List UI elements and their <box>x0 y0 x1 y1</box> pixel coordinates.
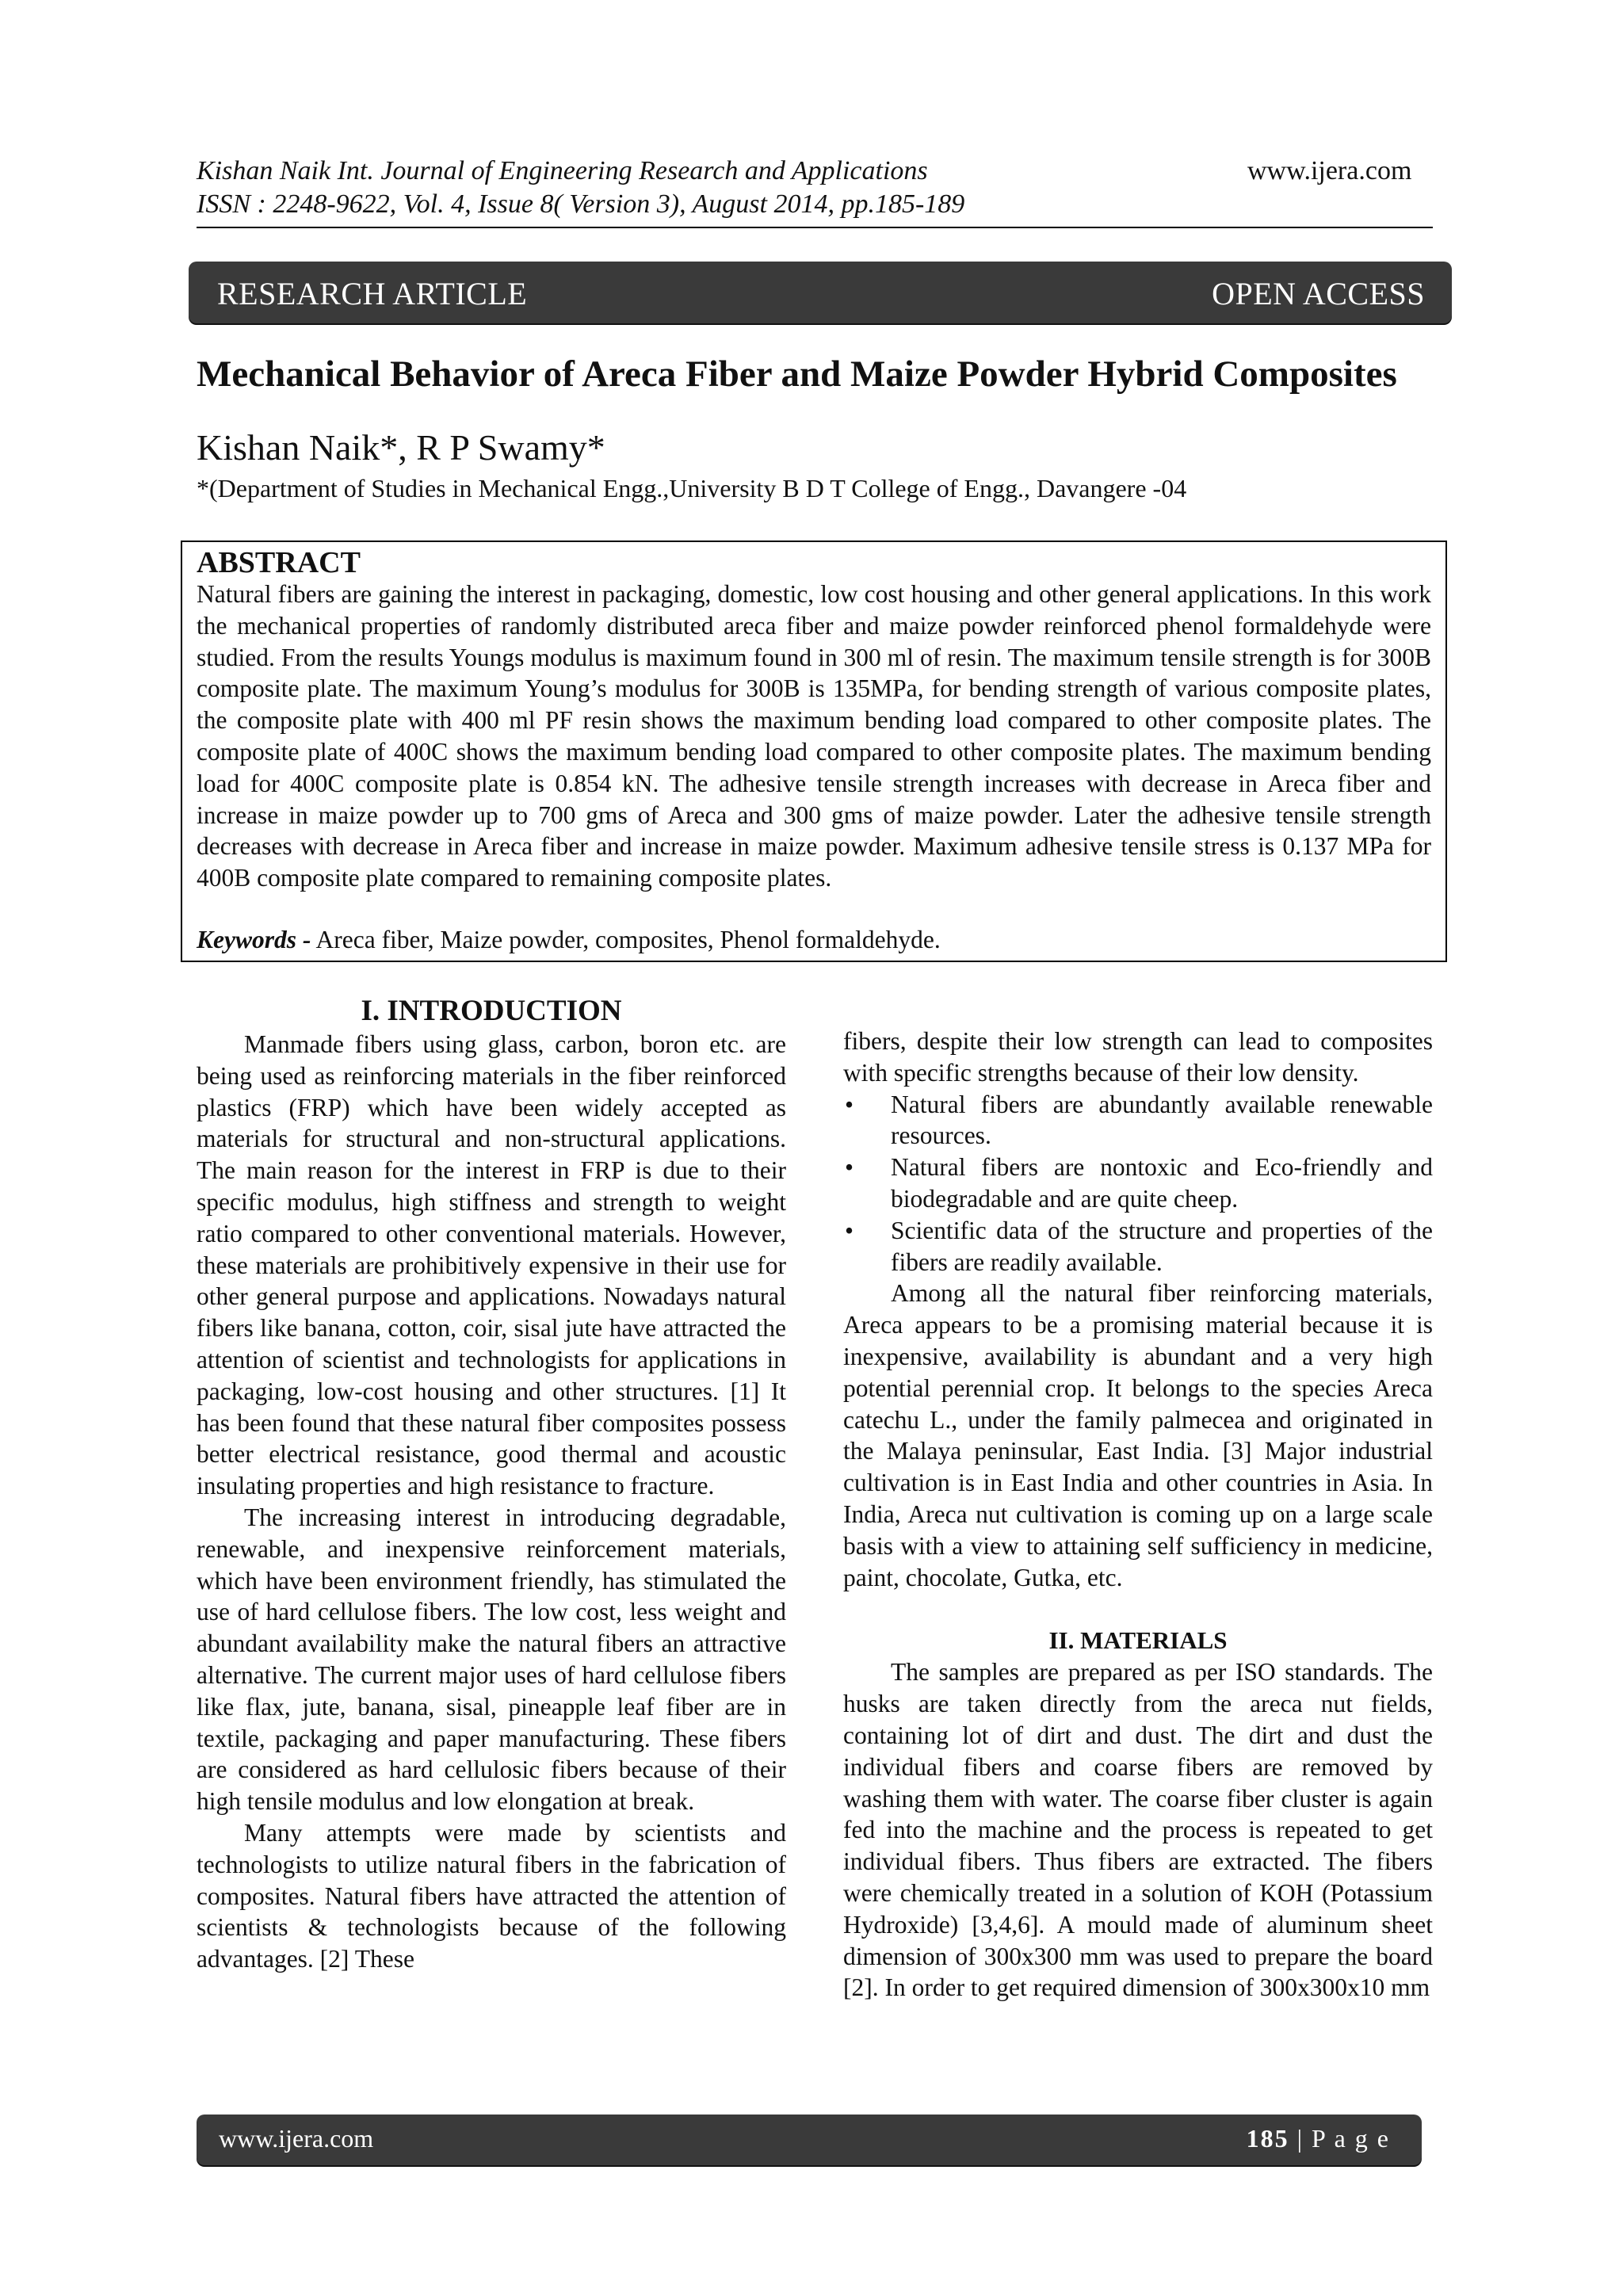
materials-heading: II. MATERIALS <box>1048 1626 1228 1655</box>
list-item: • Scientific data of the structure and properties of the fibers are readily available. <box>845 1216 1433 1276</box>
header-rule <box>197 227 1433 228</box>
paper-title: Mechanical Behavior of Areca Fiber and Maize Powder Hybrid Composites <box>197 353 1397 395</box>
issn-line: ISSN : 2248-9622, Vol. 4, Issue 8( Version 3), August 2014, pp.185-189 <box>197 189 965 219</box>
page-footer <box>197 2115 1422 2165</box>
page-number <box>1247 2124 1390 2153</box>
left-column <box>197 994 786 1975</box>
intro-paragraph-1: Manmade fibers using glass, carbon, boron etc. are being used as reinforcing materials in the fiber reinforced plastics (FRP) which have been widely accepted as materials for structural and non-structural applications. The main reason for the interest in FRP is due to their specific modulus, high stiffness and strength to weight ratio compared to other conventional materials. However, these materials are prohibitively expensive in their use for other general purpose and applications. Nowadays natural fibers like banana, cotton, coir, sisal jute have attracted the attention of scientist and technologists for applications in packaging, low-cost housing and other structures. [1] It has been found that these natural fiber composites possess better electrical resistance, good thermal and acoustic insulating properties and high resistance to fracture. <box>197 1030 786 1500</box>
abstract-heading: ABSTRACT <box>197 546 361 579</box>
abstract-text: Natural fibers are gaining the interest in packaging, domestic, low cost housing and other general applications. In this work the mechanical properties of randomly distributed areca fiber and maize powder reinforced phenol formaldehyde were studied. From the results Youngs modulus is maximum found in 300 ml of resin. The maximum tensile strength is for 300B composite plate. The maximum Young’s modulus for 300B is 135MPa, for bending strength of various composite plates, the composite plate with 400 ml PF resin shows the maximum bending load compared to other composite plates. The composite plate of 400C shows the maximum bending load compared to other composite plates. The maximum bending load for 400C composite plate is 0.854 kN. The adhesive tensile strength increases with decrease in Areca fiber and increase in maize powder up to 700 gms of Areca and 300 gms of maize powder. Later the adhesive tensile strength decreases with decrease in Areca fiber and increase in maize powder. Maximum adhesive tensile stress is 0.137 MPa for 400B composite plate compared to remaining composite plates. <box>197 580 1431 892</box>
page-label: | P a g e <box>1289 2124 1390 2153</box>
article-type-banner <box>189 262 1452 323</box>
intro-paragraph-5: Among all the natural fiber reinforcing materials, Areca appears to be a promising material because it is inexpensive, availability is abundant and a very high potential perennial crop. It belongs to the species Areca catechu L., under the family palmecea and originated in the Malaya peninsular, East India. [3] Major industrial cultivation is in East India and other countries in Asia. In India, Areca nut cultivation is coming up on a large scale basis with a view to attaining self sufficiency in medicine, paint, chocolate, Gutka, etc. <box>843 1279 1433 1591</box>
section-spacer <box>843 1593 1433 1625</box>
page-number-value: 185 <box>1246 2124 1289 2153</box>
keywords-text: Areca fiber, Maize powder, composites, Phenol formaldehyde. <box>311 926 941 953</box>
intro-paragraph-3: Many attempts were made by scientists and technologists to utilize natural fibers in the fabrication of composites. Natural fibers have attracted the attention of scientists & technologists because of the following advantages. [2] These <box>197 1818 786 1973</box>
bullet-icon: • <box>845 1216 854 1244</box>
advantages-list <box>843 1089 1433 1278</box>
research-article-label: RESEARCH ARTICLE <box>217 276 528 311</box>
list-item: • Natural fibers are abundantly available renewable resources. <box>845 1090 1433 1150</box>
intro-paragraph-4: fibers, despite their low strength can lead to composites with specific strengths because of their low density. <box>843 1027 1433 1087</box>
keywords <box>197 924 941 956</box>
abstract-body <box>197 579 1431 894</box>
bullet-icon: • <box>845 1090 854 1118</box>
intro-paragraph-2: The increasing interest in introducing degradable, renewable, and inexpensive reinforcement materials, which have been environment friendly, has stimulated the use of hard cellulose fibers. The low cost, less weight and abundant availability make the natural fibers an attractive alternative. The current major uses of hard cellulose fibers like flax, jute, banana, sisal, pineapple leaf fiber are in textile, packaging and paper manufacturing. These fibers are considered as hard cellulosic fibers because of their high tensile modulus and low elongation at break. <box>197 1503 786 1816</box>
affiliation: *(Department of Studies in Mechanical Engg.,University B D T College of Engg., Davangere -04 <box>197 474 1187 502</box>
introduction-heading: I. INTRODUCTION <box>361 995 622 1027</box>
materials-paragraph-1: The samples are prepared as per ISO standards. The husks are taken directly from the areca nut fields, containing lot of dirt and dust. The dirt and dust the individual fibers and coarse fibers are removed by washing them with water. The coarse fiber cluster is again fed into the machine and the process is repeated to get individual fibers. Thus fibers are extracted. The fibers were chemically treated in a solution of KOH (Potassium Hydroxide) [3,4,6]. A mould made of aluminum sheet dimension of 300x300 mm was used to prepare the board [2]. In order to get required dimension of 300x300x10 mm <box>843 1658 1433 2002</box>
open-access-label: OPEN ACCESS <box>1212 276 1425 311</box>
keywords-label: Keywords - <box>197 926 311 953</box>
journal-line: Kishan Naik Int. Journal of Engineering Research and Applications <box>197 156 928 185</box>
journal-website[interactable]: www.ijera.com <box>1247 156 1412 185</box>
authors: Kishan Naik*, R P Swamy* <box>197 427 605 468</box>
list-item: • Natural fibers are nontoxic and Eco-friendly and biodegradable and are quite cheep. <box>845 1153 1433 1213</box>
bullet-icon: • <box>845 1153 854 1182</box>
right-column <box>843 1026 1433 2004</box>
footer-website[interactable]: www.ijera.com <box>219 2124 374 2153</box>
